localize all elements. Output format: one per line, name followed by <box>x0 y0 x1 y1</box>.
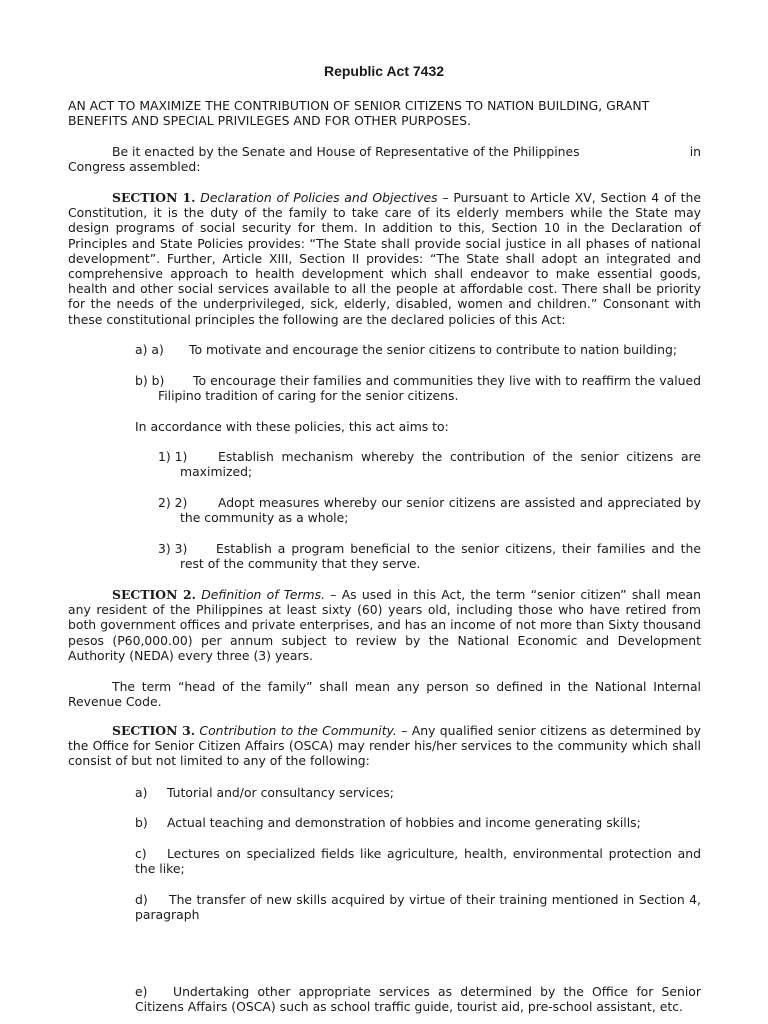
aims-intro: In accordance with these policies, this act aims to: <box>135 419 449 434</box>
policy-label: b) b) <box>135 373 165 388</box>
aim-text: Establish mechanism whereby the contribution of the senior citizens are maximized; <box>180 449 701 480</box>
contribution-label: c) <box>135 846 147 861</box>
aim-label: 2) 2) <box>158 495 188 510</box>
contribution-text: Undertaking other appropriate services as determined by the Office for Senior Citizens Affairs (OSCA) such as school traffic guide, tourist aid, pre-school assistant, etc. <box>135 984 701 1015</box>
contribution-text: Actual teaching and demonstration of hobbies and income generating skills; <box>167 815 641 830</box>
section-2-heading: Definition of Terms. <box>201 587 326 602</box>
contribution-label: b) <box>135 815 148 830</box>
section-1-label: SECTION 1. <box>112 190 196 205</box>
section-3-label: SECTION 3. <box>112 723 196 738</box>
enacting-clause-text: Be it enacted by the Senate and House of Representative of the Philippines <box>112 144 580 159</box>
contribution-text: Lectures on specialized fields like agriculture, health, environmental protection and the like; <box>135 846 701 877</box>
section-2-paragraph-2: The term “head of the family” shall mean any person so defined in the National Internal Revenue Code. <box>68 679 701 710</box>
section-3-body: – Any qualified senior citizens as determined by the Office for Senior Citizen Affairs (OSCA) may render his/her services to the community which shall consist of but not limited to any of the following: <box>68 723 702 769</box>
policy-text: To motivate and encourage the senior citizens to contribute to nation building; <box>189 342 678 357</box>
contribution-label: a) <box>135 785 148 800</box>
section-2-label: SECTION 2. <box>112 587 196 602</box>
aim-label: 3) 3) <box>158 541 188 556</box>
section-3-heading: Contribution to the Community. <box>199 723 397 738</box>
contribution-label: e) <box>135 984 148 999</box>
enacting-clause <box>68 144 701 174</box>
aim-text: Adopt measures whereby our senior citizens are assisted and appreciated by the community as a whole; <box>180 495 701 526</box>
document-title: Republic Act 7432 <box>323 63 445 79</box>
enacting-clause-in: in <box>689 144 701 159</box>
contribution-label: d) <box>135 892 148 907</box>
section-2-body: – As used in this Act, the term “senior citizen” shall mean any resident of the Philippines at least sixty (60) years old, including those who have retired from both government offices and private enterprises, and has an income of not more than Sixty thousand pesos (P60,000.00) per annum subject to review by the National Economic and Development Authority (NEDA) every three (3) years. <box>68 587 701 663</box>
contribution-text: Tutorial and/or consultancy services; <box>167 785 394 800</box>
policy-text: To encourage their families and communities they live with to reaffirm the valued Filipino tradition of caring for the senior citizens. <box>158 373 701 404</box>
section-3-paragraph <box>68 723 701 769</box>
section-1-paragraph <box>68 190 701 327</box>
aim-label: 1) 1) <box>158 449 188 464</box>
section-1-heading: Declaration of Policies and Objectives <box>200 190 438 205</box>
long-title: AN ACT TO MAXIMIZE THE CONTRIBUTION OF SENIOR CITIZENS TO NATION BUILDING, GRANT BENEFITS AND SPECIAL PRIVILEGES AND FOR OTHER PURPOSES. <box>68 98 650 129</box>
aim-text: Establish a program beneficial to the senior citizens, their families and the rest of the community that they serve. <box>180 541 701 572</box>
section-1-body: – Pursuant to Article XV, Section 4 of the Constitution, it is the duty of the family to take care of its elderly members while the State may design programs of social security for them. In addition to this, Section 10 in the Declaration of Principles and State Policies provides: “The State shall provide social justice in all phases of national development”. Further, Article XIII, Section II provides: “The State shall adopt an integrated and comprehensive approach to health development which shall endeavor to make essential goods, health and other social services available to all the people at affordable cost. There shall be priority for the needs of the underprivileged, sick, elderly, disabled, women and children.” Consonant with these constitutional principles the following are the declared policies of this Act: <box>68 190 702 327</box>
contribution-text: The transfer of new skills acquired by virtue of their training mentioned in Section 4, paragraph <box>135 892 701 923</box>
section-2-paragraph <box>68 587 701 663</box>
enacting-clause-cont: Congress assembled: <box>68 159 201 175</box>
policy-label: a) a) <box>135 342 164 357</box>
